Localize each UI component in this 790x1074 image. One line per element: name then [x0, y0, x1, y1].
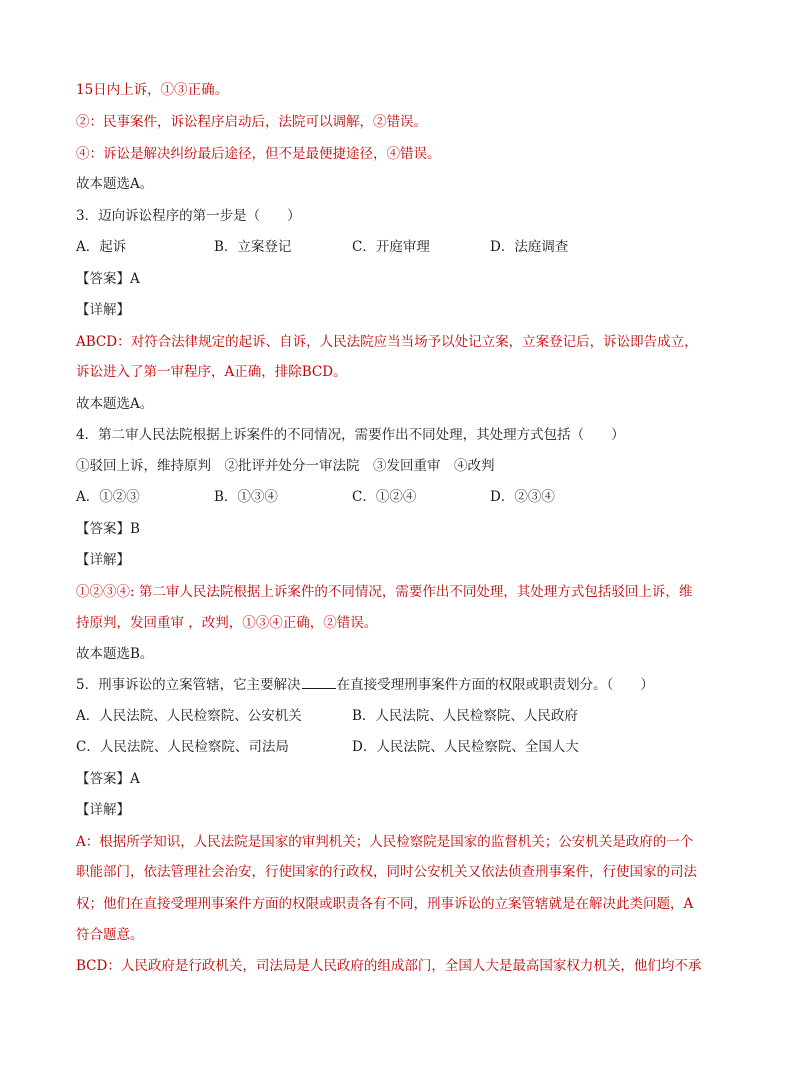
q3-option-c: C．开庭审理 [352, 239, 430, 255]
q5-detail-line-2: 职能部门，依法管理社会治安，行使国家的行政权，同时公安机关又依法侦查刑事案件，行使国家的司法 [76, 864, 697, 880]
q4-option-b: B．①③④ [214, 489, 278, 505]
q5-options-row-1 [76, 706, 716, 726]
q4-answer: 【答案】B [76, 521, 140, 537]
q5-options-row-2 [76, 737, 716, 757]
q4-stem: 4．第二审人民法院根据上诉案件的不同情况，需要作出不同处理，其处理方式包括（ ） [76, 427, 625, 443]
q5-stem-before: 5．刑事诉讼的立案管辖，它主要解决 [76, 677, 301, 693]
q4-option-d: D．②③④ [490, 489, 555, 505]
q5-stem [76, 675, 654, 695]
q5-detail-line-5: BCD：人民政府是行政机关，司法局是人民政府的组成部门，全国人大是最高国家权力机关，他们均不承 [76, 958, 702, 974]
q5-detail-line-4: 符合题意。 [76, 927, 144, 943]
q5-fill-blank [302, 676, 336, 689]
q4-options [76, 487, 716, 507]
q4-option-a: A．①②③ [76, 489, 140, 505]
q4-items: ①驳回上诉，维持原判 ②批评并处分一审法院 ③发回重审 ④改判 [76, 458, 495, 474]
q5-option-a: A．人民法院、人民检察院、公安机关 [76, 708, 302, 724]
q3-answer: 【答案】A [76, 271, 140, 287]
q4-detail-label: 【详解】 [76, 552, 130, 568]
q4-option-c: C．①②④ [352, 489, 417, 505]
q3-option-b: B．立案登记 [214, 239, 292, 255]
prev-explanation-item-4: ④：诉讼是解决纠纷最后途径，但不是最便捷途径，④错误。 [76, 146, 441, 162]
q3-detail-line-2: 诉讼进入了第一审程序，A正确，排除BCD。 [76, 364, 347, 380]
q5-option-c: C．人民法院、人民检察院、司法局 [76, 739, 289, 755]
q3-detail-label: 【详解】 [76, 302, 130, 318]
q3-conclusion: 故本题选A。 [76, 396, 154, 412]
q3-options [76, 237, 716, 257]
q5-option-d: D．人民法院、人民检察院、全国人大 [352, 739, 579, 755]
q4-detail-line-2: 持原判，发回重审 ，改判，①③④正确，②错误。 [76, 615, 378, 631]
q5-answer: 【答案】A [76, 771, 140, 787]
prev-explanation-tail: 15日内上诉，①③正确。 [76, 82, 229, 98]
q3-stem: 3．迈向诉讼程序的第一步是（ ） [76, 208, 301, 224]
prev-conclusion: 故本题选A。 [76, 176, 154, 192]
q5-detail-label: 【详解】 [76, 802, 130, 818]
q3-detail-line-1: ABCD：对符合法律规定的起诉、自诉，人民法院应当当场予以处记立案，立案登记后，诉讼即告成立， [76, 334, 698, 350]
prev-explanation-item-2: ②：民事案件，诉讼程序启动后，法院可以调解，②错误。 [76, 114, 427, 130]
q4-conclusion: 故本题选B。 [76, 646, 154, 662]
q4-detail-line-1: ①②③④: 第二审人民法院根据上诉案件的不同情况，需要作出不同处理，其处理方式包括驳回上诉，维 [76, 584, 693, 600]
q5-detail-line-1: A：根据所学知识，人民法院是国家的审判机关；人民检察院是国家的监督机关；公安机关是政府的一个 [76, 834, 694, 850]
q3-option-a: A．起诉 [76, 239, 127, 255]
q5-option-b: B．人民法院、人民检察院、人民政府 [352, 708, 578, 724]
q5-stem-after: 在直接受理刑事案件方面的权限或职责划分。（ ） [336, 677, 654, 693]
q5-detail-line-3: 权；他们在直接受理刑事案件方面的权限或职责各有不同，刑事诉讼的立案管辖就是在解决此类问题，A [76, 896, 694, 912]
q3-option-d: D．法庭调查 [490, 239, 569, 255]
